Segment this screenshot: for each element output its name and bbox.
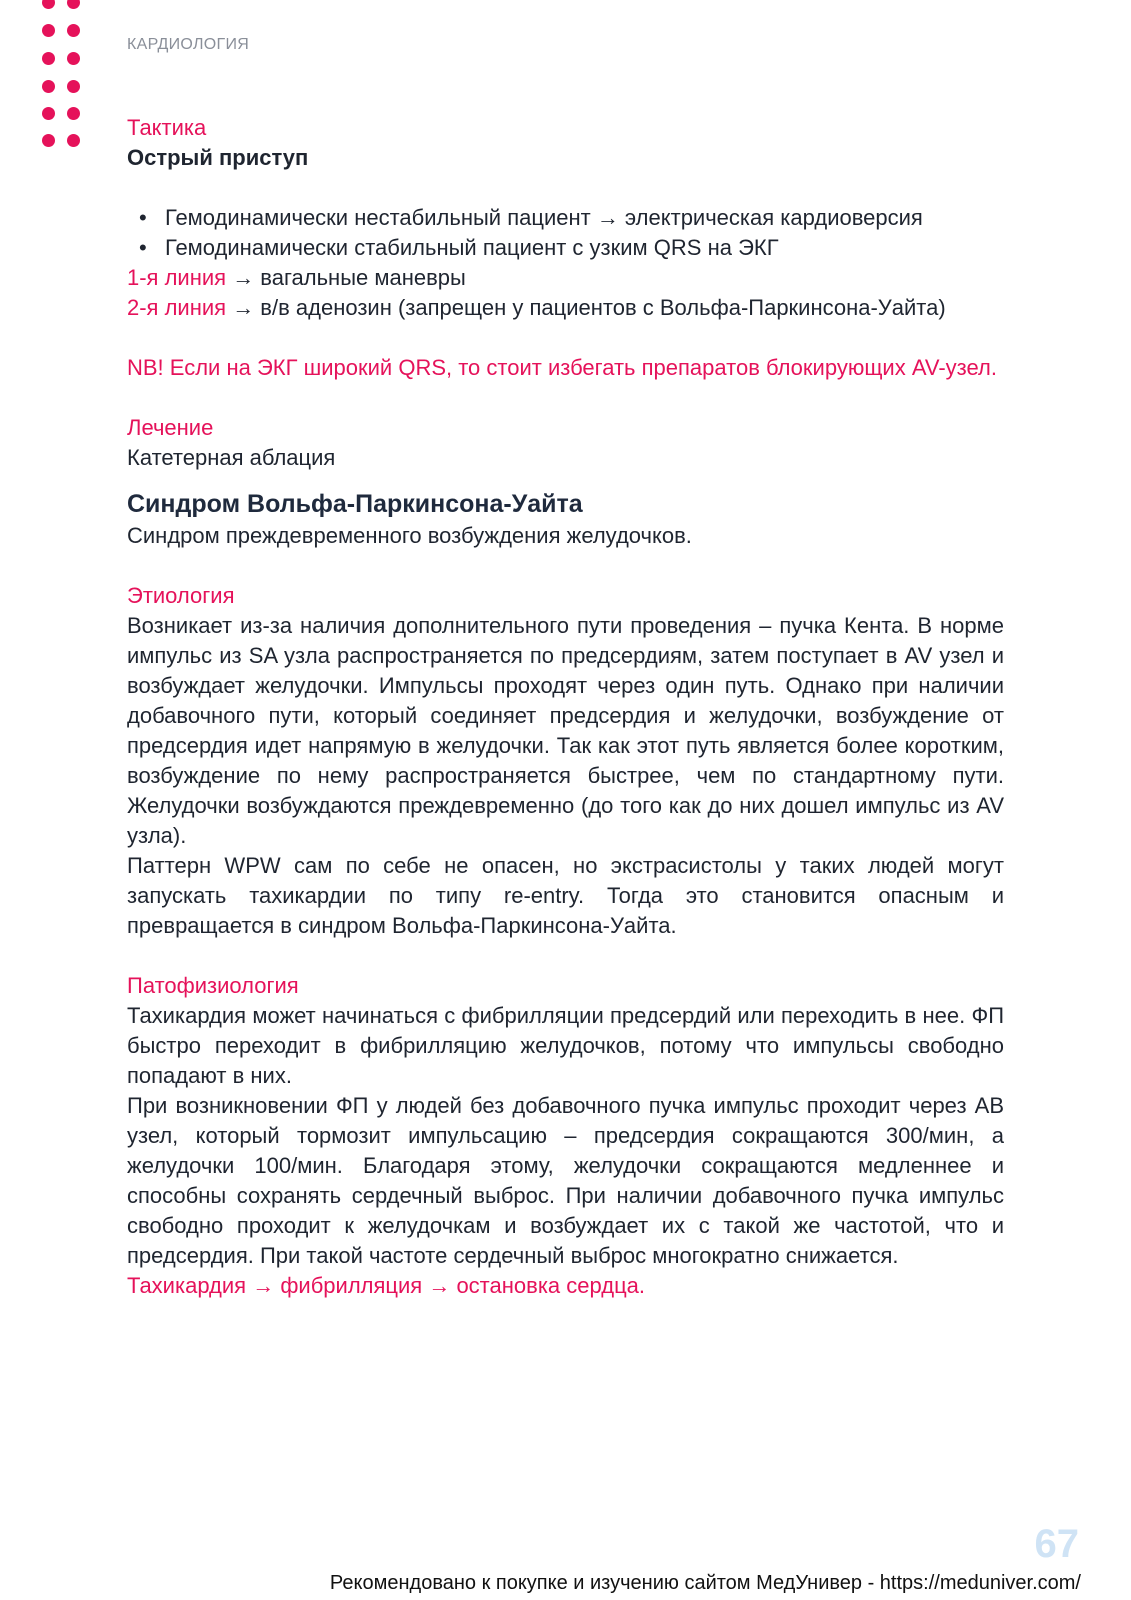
list-item: • Гемодинамически нестабильный пациент → электрическая кардиоверсия — [127, 203, 1004, 233]
pathophysiology-paragraph-1: Тахикардия может начинаться с фибрилляции предсердий или переходить в нее. ФП быстро переходит в фибрилляцию желудочков, потому что импульсы свободно попадают в них. — [127, 1003, 1004, 1088]
footer-recommendation: Рекомендовано к покупке и изучению сайтом МедУнивер - https://meduniver.com/ — [329, 1572, 1081, 1594]
wpw-subtitle: Синдром преждевременного возбуждения желудочков. — [127, 523, 692, 548]
decorative-dots — [40, 0, 90, 150]
tactics-bullet-list — [127, 203, 1004, 263]
tactics-heading: Тактика — [127, 115, 207, 140]
page-content — [127, 113, 1004, 1301]
tactics-subheading: Острый приступ — [127, 145, 309, 170]
section-label: КАРДИОЛОГИЯ — [127, 36, 250, 53]
etiology-heading: Этиология — [127, 583, 235, 608]
first-line-therapy — [127, 263, 1004, 293]
pathophysiology-summary: Тахикардия → фибрилляция → остановка сердца. — [127, 1273, 646, 1298]
second-line-therapy — [127, 293, 1004, 323]
pathophysiology-heading: Патофизиология — [127, 973, 299, 998]
treatment-text: Катетерная аблация — [127, 445, 336, 470]
etiology-paragraph-1: Возникает из-за наличия дополнительного пути проведения – пучка Кента. В норме импульс из SA узла распространяется по предсердиям, затем поступает в AV узел и возбуждает желудочки. Импульсы проходят через один путь. Однако при наличии добавочного пути, который соединяет предсердия и желудочки, возбуждение от предсердия идет напрямую в желудочки. Так как этот путь является более коротким, возбуждение по нему распространяется быстрее, чем по стандартному пути. Желудочки возбуждаются преждевременно (до того как до них дошел импульс из AV узла). — [127, 613, 1004, 848]
pathophysiology-paragraph-2: При возникновении ФП у людей без добавочного пучка импульс проходит через АВ узел, который тормозит импульсацию – предсердия сокращаются 300/мин, а желудочки 100/мин. Благодаря этому, желудочки сокращаются медленнее и способны сохранять сердечный выброс. При наличии добавочного пучка импульс свободно проходит к желудочкам и возбуждает их с такой же частотой, что и предсердия. При такой частоте сердечный выброс многократно снижается. — [127, 1093, 1004, 1268]
first-line-text: → вагальные маневры — [226, 265, 466, 290]
wpw-title: Синдром Вольфа-Паркинсона-Уайта — [127, 490, 583, 518]
nb-note: NB! Если на ЭКГ широкий QRS, то стоит избегать препаратов блокирующих AV-узел. — [127, 355, 997, 380]
first-line-label: 1-я линия — [127, 265, 227, 290]
treatment-heading: Лечение — [127, 415, 214, 440]
etiology-paragraph-2: Паттерн WPW сам по себе не опасен, но экстрасистолы у таких людей могут запускать тахикардии по типу re-entry. Тогда это становится опасным и превращается в синдром Вольфа-Паркинсона-Уайта. — [127, 853, 1004, 938]
second-line-text: → в/в аденозин (запрещен у пациентов с Вольфа-Паркинсона-Уайта) — [226, 295, 946, 320]
second-line-label: 2-я линия — [127, 295, 227, 320]
page-number: 67 — [1034, 1522, 1079, 1566]
list-item: • Гемодинамически стабильный пациент с узким QRS на ЭКГ — [127, 233, 1004, 263]
